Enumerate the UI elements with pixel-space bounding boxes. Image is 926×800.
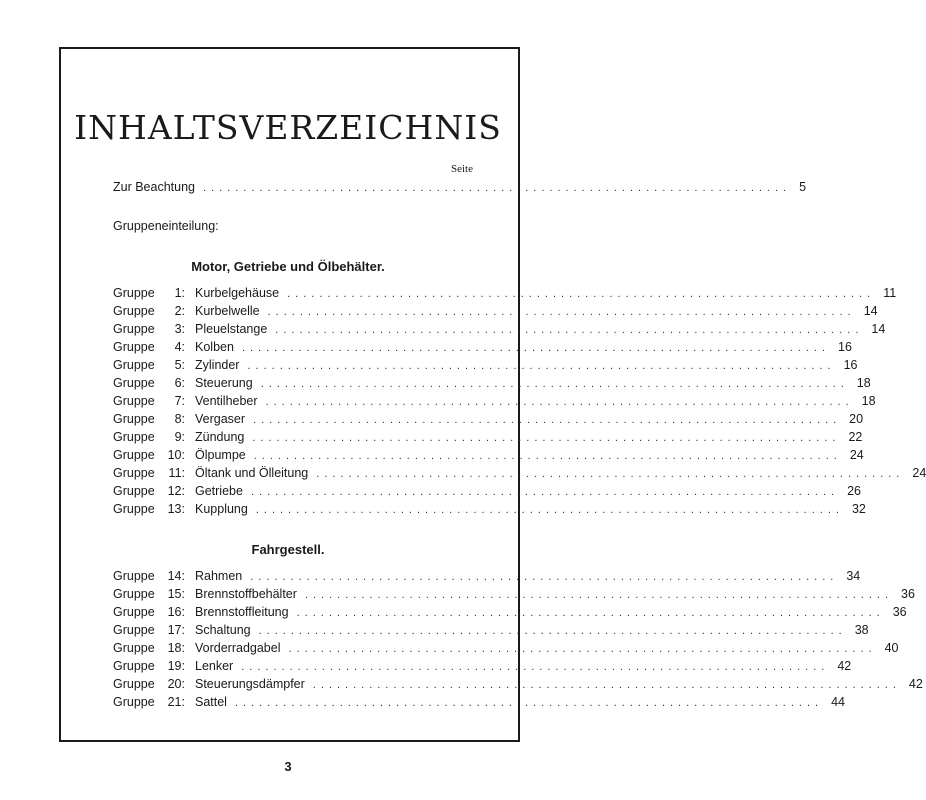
toc-entry-label: Lenker	[195, 659, 234, 673]
dot-leader: .........................................................................	[234, 697, 824, 709]
toc-entry[interactable]	[113, 587, 915, 605]
toc-entry-label-group	[113, 641, 280, 655]
toc-entry[interactable]	[113, 695, 845, 713]
group-label: Gruppe	[113, 304, 155, 318]
group-number-box	[165, 605, 185, 619]
toc-entry[interactable]	[113, 677, 923, 695]
dot-leader: .........................................................................	[312, 679, 901, 691]
group-number: 6:	[174, 376, 185, 390]
toc-entry-label: Vorderradgabel	[195, 641, 281, 655]
toc-entry-label-group	[113, 659, 233, 673]
group-word-box	[113, 430, 165, 444]
dot-leader: .........................................................................	[265, 396, 854, 408]
toc-entry-label: Ölpumpe	[195, 448, 246, 462]
group-number-box	[165, 641, 185, 655]
toc-entry-label: Sattel	[195, 695, 227, 709]
toc-entry-page: 18	[861, 394, 876, 408]
group-label: Gruppe	[113, 466, 155, 480]
seite-label: Seite	[451, 163, 473, 175]
toc-entry-page: 5	[799, 180, 807, 194]
group-number-box	[165, 322, 185, 336]
group-word-box	[113, 358, 165, 372]
toc-entry-label-group	[113, 623, 251, 637]
dot-leader: .........................................................................	[253, 414, 842, 426]
toc-entry-page: 42	[837, 659, 852, 673]
group-number: 11:	[168, 466, 185, 480]
toc-entry-label-group	[113, 304, 260, 318]
toc-entry[interactable]	[113, 412, 864, 430]
group-label: Gruppe	[113, 376, 155, 390]
group-word-box	[113, 394, 165, 408]
group-label: Gruppe	[113, 695, 155, 709]
group-label: Gruppe	[113, 641, 155, 655]
group-word-box	[113, 569, 165, 583]
toc-entry-label-group	[113, 569, 242, 583]
group-label: Gruppe	[113, 358, 155, 372]
group-label: Gruppe	[113, 659, 155, 673]
page-number: 3	[284, 759, 292, 774]
group-number-box	[165, 448, 185, 462]
group-number: 2:	[174, 304, 185, 318]
group-word-box	[113, 484, 165, 498]
group-number: 15:	[167, 587, 185, 601]
toc-entry[interactable]	[113, 466, 926, 484]
toc-entry-page: 38	[854, 623, 869, 637]
dot-leader: .........................................................................	[253, 450, 842, 462]
toc-entry-label: Vergaser	[195, 412, 246, 426]
toc-entry-label-group	[113, 394, 258, 408]
section-heading-fahrgestell: Fahrgestell.	[251, 542, 325, 557]
group-label: Gruppe	[113, 623, 155, 637]
group-label: Gruppe	[113, 412, 155, 426]
group-label: Gruppe	[113, 322, 155, 336]
toc-entry-label: Kupplung	[195, 502, 248, 516]
group-number: 5:	[174, 358, 185, 372]
toc-entry-label-group	[113, 376, 253, 390]
dot-leader: .........................................................................	[247, 360, 836, 372]
group-number: 13:	[167, 502, 185, 516]
group-number-box	[165, 340, 185, 354]
group-label: Gruppe	[113, 605, 155, 619]
toc-entry[interactable]	[113, 605, 907, 623]
toc-entry-label-group	[113, 677, 305, 691]
group-word-box	[113, 623, 165, 637]
dot-leader: .........................................................................	[267, 306, 856, 318]
group-number: 9:	[174, 430, 185, 444]
toc-entry-page: 42	[908, 677, 923, 691]
toc-entry-label-group	[113, 502, 248, 516]
toc-entry[interactable]	[113, 641, 899, 659]
toc-entry-page: 20	[849, 412, 864, 426]
group-word-box	[113, 340, 165, 354]
toc-entry-label-group	[113, 286, 279, 300]
toc-entry-label: Steuerung	[195, 376, 253, 390]
toc-entry[interactable]	[113, 659, 852, 677]
toc-entry-label-group	[113, 358, 239, 372]
toc-entry-page: 22	[848, 430, 863, 444]
group-number-box	[165, 394, 185, 408]
group-number: 21:	[167, 695, 185, 709]
group-word-box	[113, 448, 165, 462]
toc-entry[interactable]	[113, 286, 897, 304]
toc-entry-page: 16	[843, 358, 858, 372]
dot-leader: .........................................................................	[304, 589, 894, 601]
toc-entry-label-group	[113, 412, 245, 426]
toc-entry[interactable]	[113, 376, 871, 394]
group-number-box	[165, 376, 185, 390]
group-number: 18:	[167, 641, 185, 655]
toc-entry-page: 36	[892, 605, 907, 619]
toc-entry-label: Getriebe	[195, 484, 243, 498]
toc-entry-intro[interactable]	[113, 180, 807, 198]
dot-leader: .........................................................................	[250, 486, 840, 498]
group-number-box	[165, 677, 185, 691]
toc-entry[interactable]	[113, 394, 876, 412]
toc-entry-page: 32	[851, 502, 866, 516]
group-number-box	[165, 484, 185, 498]
toc-entry-label-group	[113, 587, 297, 601]
section-heading-motor: Motor, Getriebe und Ölbehälter.	[191, 259, 385, 274]
toc-entry-label: Steuerungsdämpfer	[195, 677, 305, 691]
toc-entry-page: 36	[901, 587, 915, 601]
toc-entry-label-group	[113, 430, 244, 444]
group-number: 14:	[167, 569, 185, 583]
dot-leader: .........................................................................	[275, 324, 864, 336]
group-word-box	[113, 502, 165, 516]
group-word-box	[113, 587, 165, 601]
group-number: 1:	[174, 286, 185, 300]
group-number: 3:	[174, 322, 185, 336]
group-word-box	[113, 286, 165, 300]
toc-entry-label: Kolben	[195, 340, 234, 354]
toc-entry-label: Ventilheber	[195, 394, 258, 408]
group-label: Gruppe	[113, 394, 155, 408]
dot-leader: .........................................................................	[252, 432, 841, 444]
toc-entry-page: 14	[871, 322, 886, 336]
toc-entry-label: Rahmen	[195, 569, 243, 583]
toc-entry-label: Brennstoffleitung	[195, 605, 289, 619]
group-label: Gruppe	[113, 677, 155, 691]
group-word-box	[113, 695, 165, 709]
toc-entry[interactable]	[113, 340, 852, 358]
toc-entry-page: 14	[863, 304, 878, 318]
group-label: Gruppe	[113, 430, 155, 444]
toc-entry[interactable]	[113, 358, 858, 376]
toc-entry-label: Pleuelstange	[195, 322, 268, 336]
toc-entry[interactable]	[113, 322, 886, 340]
toc-entry-label: Zur Beachtung	[113, 180, 195, 194]
group-number-box	[165, 623, 185, 637]
dot-leader: .........................................................................	[241, 661, 830, 673]
group-number-box	[165, 587, 185, 601]
toc-entry-label: Schaltung	[195, 623, 251, 637]
toc-entry-page: 34	[846, 569, 861, 583]
dot-leader: .........................................................................	[250, 571, 839, 583]
toc-entry-page: 26	[847, 484, 861, 498]
toc-entry-label: Zylinder	[195, 358, 240, 372]
group-number-box	[165, 412, 185, 426]
group-label: Gruppe	[113, 587, 155, 601]
dot-leader: .........................................................................	[296, 607, 885, 619]
toc-entry[interactable]	[113, 569, 861, 587]
toc-entry-page: 11	[883, 286, 897, 300]
group-label: Gruppe	[113, 448, 155, 462]
group-word-box	[113, 641, 165, 655]
group-number: 20:	[167, 677, 185, 691]
group-number: 7:	[174, 394, 185, 408]
toc-entry-page: 44	[831, 695, 845, 709]
group-number-box	[165, 695, 185, 709]
toc-entry-page: 18	[856, 376, 871, 390]
toc-entry-label-group	[113, 605, 289, 619]
group-word-box	[113, 677, 165, 691]
group-number-box	[165, 304, 185, 318]
group-number: 8:	[174, 412, 185, 426]
toc-entry[interactable]	[113, 430, 863, 448]
toc-entry[interactable]	[113, 623, 869, 641]
toc-entry-label-group	[113, 322, 267, 336]
group-number-box	[165, 286, 185, 300]
toc-entry-label: Kurbelwelle	[195, 304, 260, 318]
group-word-box	[113, 376, 165, 390]
group-number-box	[165, 502, 185, 516]
toc-entry-page: 16	[838, 340, 852, 354]
toc-entry-page: 24	[912, 466, 926, 480]
group-number: 10:	[167, 448, 185, 462]
toc-entry[interactable]	[113, 304, 878, 322]
group-number-box	[165, 430, 185, 444]
group-number-box	[165, 466, 185, 480]
toc-entry-label: Zündung	[195, 430, 245, 444]
group-number-box	[165, 659, 185, 673]
dot-leader: .........................................................................	[287, 288, 876, 300]
dot-leader: .........................................................................	[316, 468, 905, 480]
group-label: Gruppe	[113, 484, 155, 498]
group-word-box	[113, 605, 165, 619]
group-number: 19:	[167, 659, 185, 673]
toc-entry[interactable]	[113, 484, 861, 502]
dot-leader: .........................................................................	[288, 643, 877, 655]
gruppeneinteilung-label: Gruppeneinteilung:	[113, 219, 219, 233]
toc-entry-page: 40	[884, 641, 899, 655]
toc-entry-label-group	[113, 695, 227, 709]
dot-leader: .........................................................................	[258, 625, 847, 637]
toc-entry-label-group	[113, 340, 234, 354]
toc-entry[interactable]	[113, 448, 864, 466]
group-label: Gruppe	[113, 286, 155, 300]
group-label: Gruppe	[113, 569, 155, 583]
dot-leader: .........................................................................	[241, 342, 831, 354]
toc-entry-label: Öltank und Ölleitung	[195, 466, 309, 480]
page-title: INHALTSVERZEICHNIS	[74, 108, 502, 147]
toc-entry[interactable]	[113, 502, 866, 520]
group-word-box	[113, 466, 165, 480]
group-word-box	[113, 659, 165, 673]
toc-entry-label: Kurbelgehäuse	[195, 286, 280, 300]
group-number: 4:	[174, 340, 185, 354]
dot-leader: .........................................................................	[260, 378, 849, 390]
toc-entry-label-group	[113, 466, 308, 480]
toc-entry-label-group	[113, 484, 243, 498]
dot-leader: .........................................................................	[203, 182, 792, 194]
group-label: Gruppe	[113, 340, 155, 354]
group-number-box	[165, 358, 185, 372]
toc-entry-page: 24	[849, 448, 864, 462]
group-number: 12:	[167, 484, 185, 498]
group-number-box	[165, 569, 185, 583]
group-number: 17:	[167, 623, 185, 637]
group-label: Gruppe	[113, 502, 155, 516]
toc-entry-label: Brennstoffbehälter	[195, 587, 297, 601]
dot-leader: .........................................................................	[255, 504, 844, 516]
group-word-box	[113, 412, 165, 426]
toc-entry-label-group	[113, 448, 246, 462]
group-word-box	[113, 322, 165, 336]
group-number: 16:	[167, 605, 185, 619]
group-word-box	[113, 304, 165, 318]
